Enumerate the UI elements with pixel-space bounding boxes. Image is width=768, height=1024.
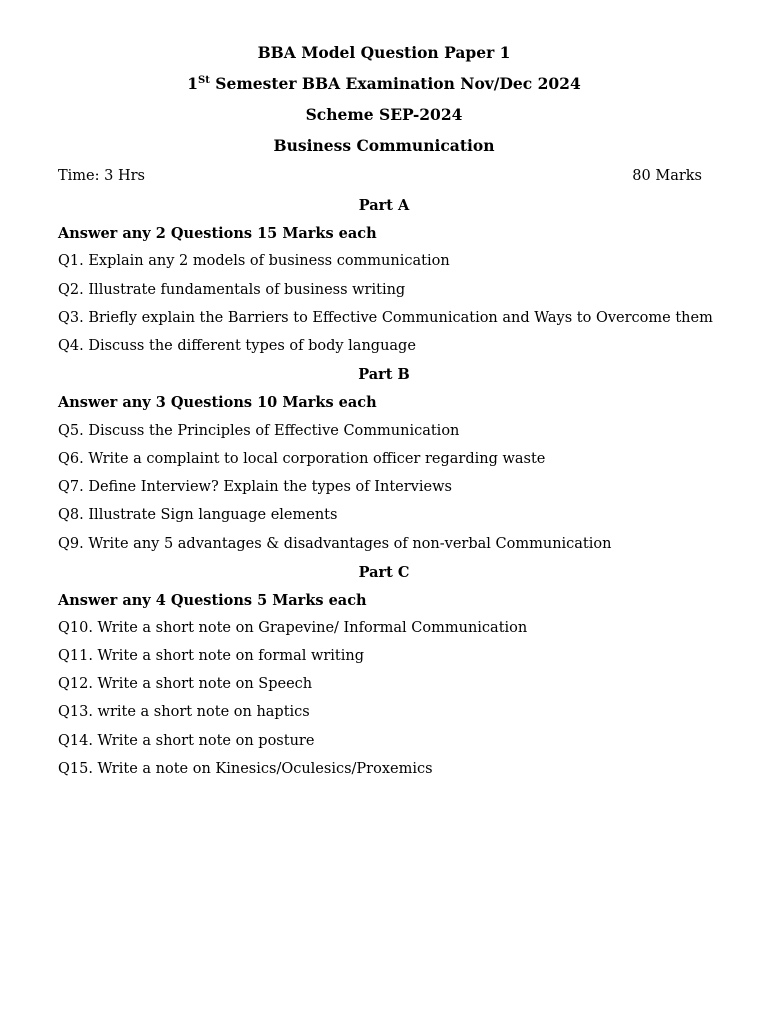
semester-line: [0, 74, 768, 93]
subject-title: Business Communication: [273, 136, 495, 155]
question-q6: Q6. Write a complaint to local corporation officer regarding waste: [58, 451, 546, 467]
question-q15: Q15. Write a note on Kinesics/Oculesics/Proxemics: [58, 761, 433, 777]
semester-ordinal-suffix: St: [198, 75, 210, 86]
part-b-instruction: Answer any 3 Questions 10 Marks each: [58, 394, 377, 411]
exam-meta-row: [58, 168, 702, 184]
question-q9: Q9. Write any 5 advantages & disadvantages of non-verbal Communication: [58, 536, 612, 552]
question-q5: Q5. Discuss the Principles of Effective Communication: [58, 423, 460, 439]
question-q8: Q8. Illustrate Sign language elements: [58, 507, 338, 523]
question-q10: Q10. Write a short note on Grapevine/ Informal Communication: [58, 620, 528, 636]
part-c-title: Part C: [358, 564, 410, 581]
question-q2: Q2. Illustrate fundamentals of business writing: [58, 282, 406, 298]
question-q14: Q14. Write a short note on posture: [58, 733, 315, 749]
semester-exam-text: Semester BBA Examination Nov/Dec 2024: [209, 74, 581, 93]
scheme-line: Scheme SEP-2024: [305, 105, 463, 124]
question-q7: Q7. Define Interview? Explain the types of Interviews: [58, 479, 452, 495]
question-q3: Q3. Briefly explain the Barriers to Effective Communication and Ways to Overcome them: [58, 310, 713, 326]
part-a-title: Part A: [358, 197, 410, 214]
paper-title: BBA Model Question Paper 1: [257, 43, 511, 62]
exam-duration: Time: 3 Hrs: [58, 168, 145, 184]
question-q11: Q11. Write a short note on formal writing: [58, 648, 365, 664]
question-q1: Q1. Explain any 2 models of business communication: [58, 253, 450, 269]
question-q12: Q12. Write a short note on Speech: [58, 676, 313, 692]
part-a-instruction: Answer any 2 Questions 15 Marks each: [58, 225, 377, 242]
semester-number: 1: [187, 74, 199, 93]
exam-total-marks: 80 Marks: [632, 168, 702, 184]
question-q4: Q4. Discuss the different types of body language: [58, 338, 416, 354]
part-c-instruction: Answer any 4 Questions 5 Marks each: [58, 592, 367, 609]
part-b-title: Part B: [358, 366, 410, 383]
question-q13: Q13. write a short note on haptics: [58, 704, 310, 720]
